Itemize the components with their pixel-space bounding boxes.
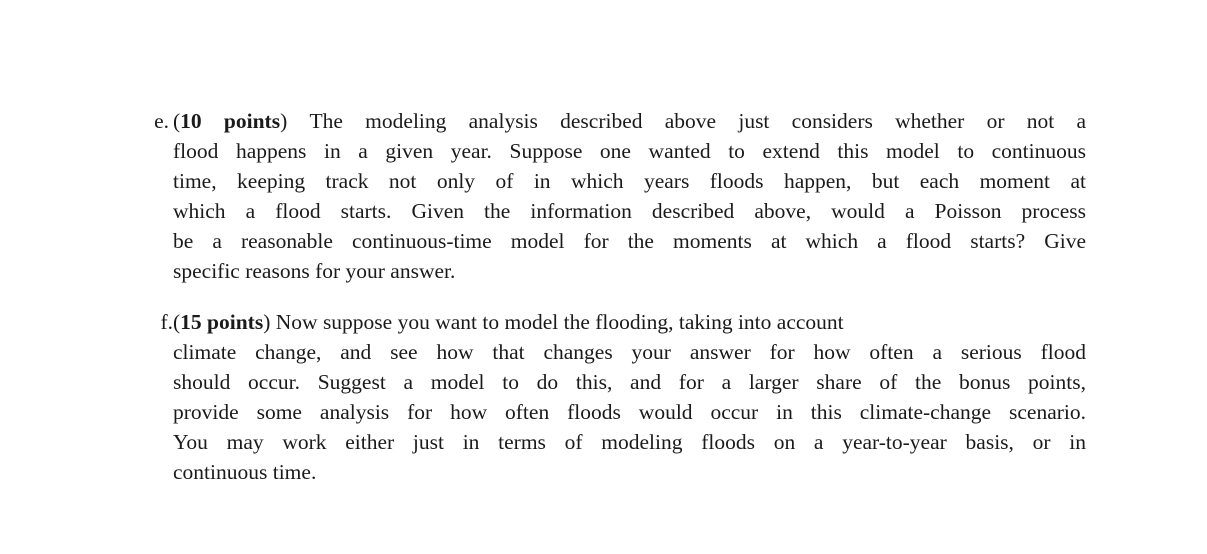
question-f-line-4: provide some analysis for how often floods would occur in this climate-change scenario. (173, 400, 1086, 424)
question-e-line-2: flood happens in a given year. Suppose one wanted to extend this model to continuous (173, 139, 1086, 163)
question-e-line-5: be a reasonable continuous-time model for the moments at which a flood starts? Give (173, 229, 1086, 253)
question-e-line-1-text: The modeling analysis described above just considers whether or not a (287, 109, 1086, 133)
close-paren: ) (280, 109, 288, 133)
open-paren: ( (173, 109, 181, 133)
question-f-line-3: should occur. Suggest a model to do this, and for a larger share of the bonus points, (173, 370, 1086, 394)
question-f-line-1 (173, 307, 1086, 337)
question-e-line-6: specific reasons for your answer. (173, 259, 456, 283)
question-f-line-2: climate change, and see how that changes your answer for how often a serious flood (173, 340, 1086, 364)
question-e-line-1 (173, 106, 1086, 136)
question-e (154, 106, 1086, 286)
question-e-marker: e. (154, 109, 169, 133)
question-e-line-4: which a flood starts. Given the information described above, would a Poisson process (173, 199, 1086, 223)
question-f-line-5: You may work either just in terms of modeling floods on a year-to-year basis, or in (173, 430, 1086, 454)
question-f-line-1-text: Now suppose you want to model the flooding, taking into account (270, 310, 844, 334)
close-paren: ) (263, 310, 271, 334)
question-f-marker: f. (160, 310, 173, 334)
question-f-line-6: continuous time. (173, 460, 317, 484)
question-f (160, 307, 1086, 487)
question-f-points: 15 points (180, 310, 264, 334)
open-paren: ( (173, 310, 181, 334)
question-e-line-3: time, keeping track not only of in which years floods happen, but each moment at (173, 169, 1086, 193)
question-e-points: 10 points (180, 109, 281, 133)
